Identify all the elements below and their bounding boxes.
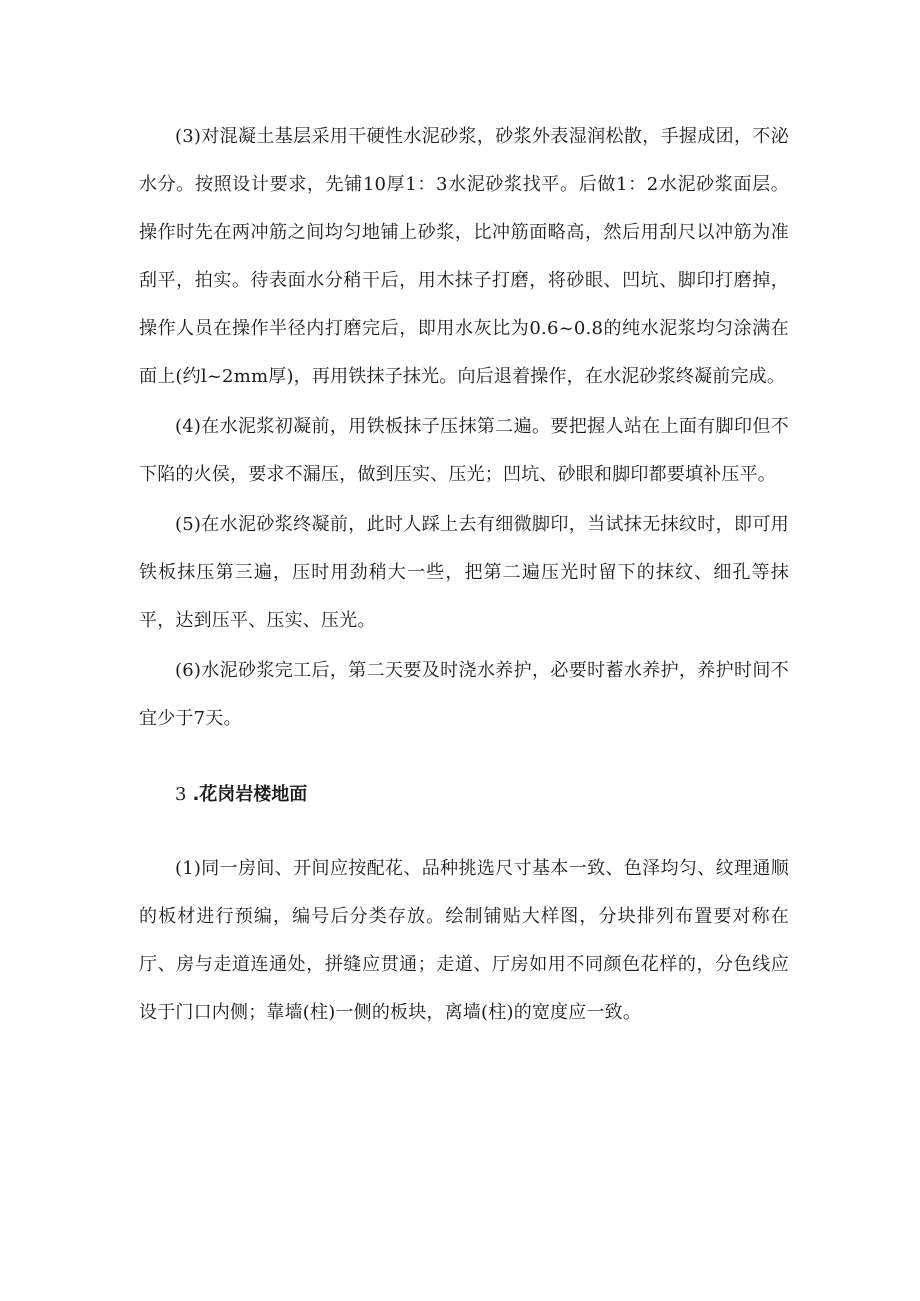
paragraph-step-4: (4)在水泥浆初凝前，用铁板抹子压抹第二遍。要把握人站在上面有脚印但不下陷的火侯，要求不漏压，做到压实、压光；凹坑、砂眼和脚印都要填补压平。 (139, 416, 789, 485)
paragraph-granite-step-1: (1)同一房间、开间应按配花、品种挑选尺寸基本一致、色泽均匀、纹理通顺的板材进行预编，编号后分类存放。绘制铺贴大样图，分块排列布置要对称在厅、房与走道连通处，拼缝应贯通；走道、厅房如用不同颜色花样的，分色线应设于门口内侧；靠墙(柱)一侧的板块，离墙(柱)的宽度应一致。 (139, 858, 789, 1023)
paragraph-step-6: (6)水泥砂浆完工后，第二天要及时浇水养护，必要时蓄水养护，养护时间不宜少于7天。 (139, 660, 789, 729)
section-number: 3 (175, 784, 187, 805)
section-heading (139, 771, 789, 819)
document-body (139, 113, 789, 1037)
paragraph-step-3: (3)对混凝土基层采用干硬性水泥砂浆，砂浆外表湿润松散，手握成团，不泌水分。按照设计要求，先铺10厚1：3水泥砂浆找平。后做1：2水泥砂浆面层。操作时先在两冲筋之间均匀地铺上砂浆，比冲筋面略高，然后用刮尺以冲筋为准刮平，拍实。待表面水分稍干后，用木抹子打磨，将砂眼、凹坑、脚印打磨掉，操作人员在操作半径内打磨完后，即用水灰比为0.6~0.8的纯水泥浆均匀涂满在面上(约l~2mm厚)，再用铁抹子抹光。向后退着操作，在水泥砂浆终凝前完成。 (139, 126, 789, 387)
paragraph-step-5: (5)在水泥砂浆终凝前，此时人踩上去有细微脚印，当试抹无抹纹时，即可用铁板抹压第三遍，压时用劲稍大一些，把第二遍压光时留下的抹纹、细孔等抹平，达到压平、压实、压光。 (139, 514, 789, 631)
section-title: .花岗岩楼地面 (192, 784, 308, 805)
